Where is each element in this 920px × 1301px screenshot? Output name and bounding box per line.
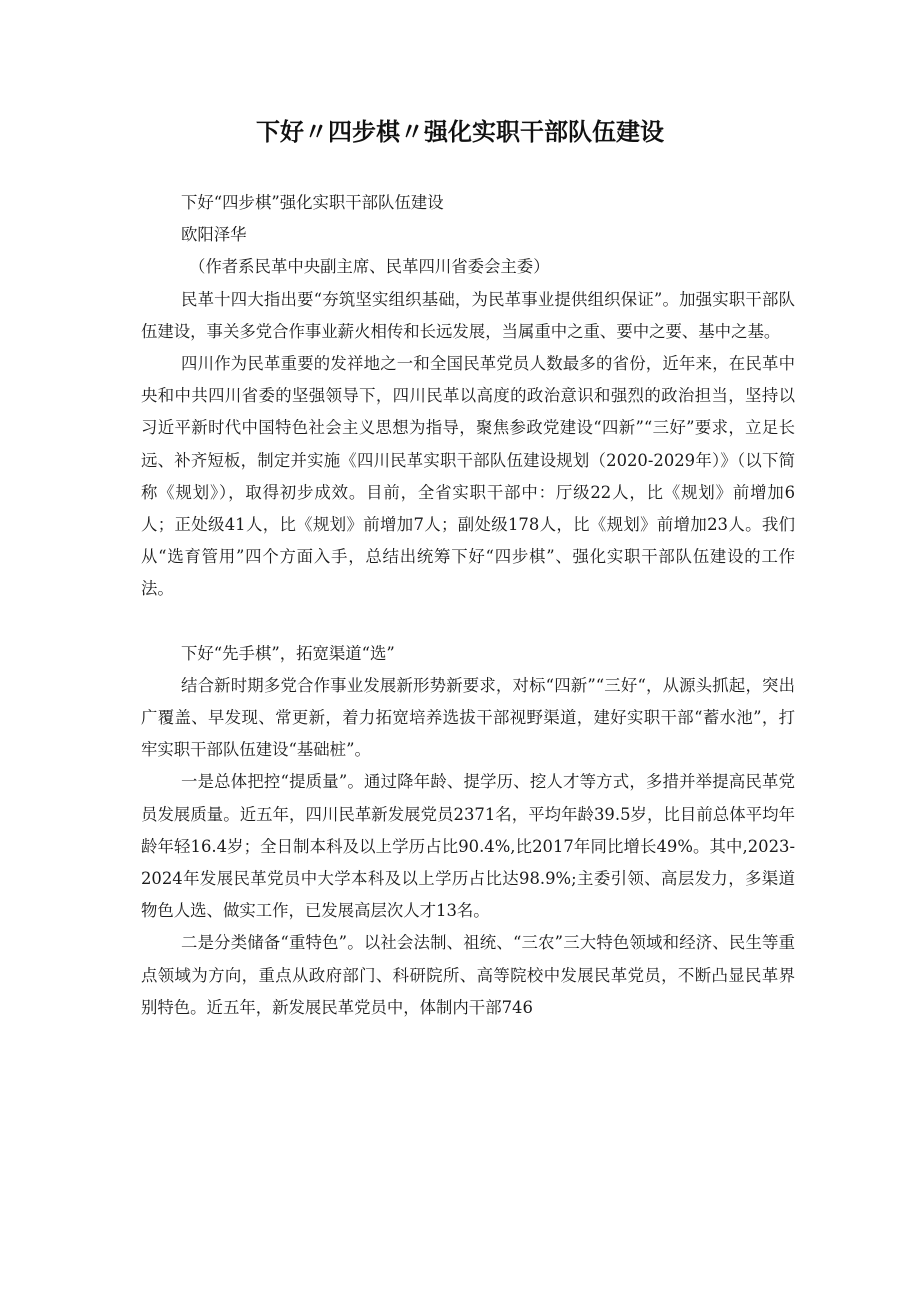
article-author: 欧阳泽华 — [181, 225, 247, 245]
section-paragraph: 二是分类储备“重特色”。以社会法制、祖统、“三农”三大特色领域和经济、民生等重点领域为方向，重点从政府部门、科研院所、高等院校中发展民革党员，不断凸显民革界别特色。近五年，新发展民革党员中，体制内干部746 — [141, 933, 795, 1017]
article-subtitle: 下好“四步棋”强化实职干部队伍建设 — [181, 193, 444, 212]
document-body — [141, 187, 795, 1024]
section-spacer — [141, 606, 795, 638]
author-note: （作者系民革中央副主席、民革四川省委会主委） — [189, 257, 550, 277]
section-heading: 下好“先手棋”，拓宽渠道“选” — [181, 643, 395, 663]
intro-paragraph: 四川作为民革重要的发祥地之一和全国民革党员人数最多的省份，近年来，在民革中央和中共四川省委的坚强领导下，四川民革以高度的政治意识和强烈的政治担当，坚持以习近平新时代中国特色社会主义思想为指导，聚焦参政党建设“四新”“三好”要求，立足长远、补齐短板，制定并实施《四川民革实职干部队伍建设规划（2020-2029年）》（以下简称《规划》），取得初步成效。目前，全省实职干部中：厅级22人，比《规划》前增加6人；正处级41人，比《规划》前增加7人；副处级178人，比《规划》前增加23人。我们从“选育管用”四个方面入手，总结出统筹下好“四步棋”、强化实职干部队伍建设的工作法。 — [141, 354, 795, 599]
document-title: 下好〃四步棋〃强化实职干部队伍建设 — [256, 118, 664, 146]
section-paragraph: 结合新时期多党合作事业发展新形势新要求，对标“四新”“三好“，从源头抓起，突出广覆盖、早发现、常更新，着力拓宽培养选拔干部视野渠道，建好实职干部“蓄水池”，打牢实职干部队伍建设“基础桩”。 — [141, 675, 795, 760]
section-paragraph: 一是总体把控“提质量”。通过降年龄、提学历、挖人才等方式，多措并举提高民革党员发展质量。近五年，四川民革新发展党员2371名，平均年龄39.5岁，比目前总体平均年龄年轻16.4岁；全日制本科及以上学历占比90.4%,比2017年同比增长49%。其中,2023-2024年发展民革党员中大学本科及以上学历占比达98.9%;主委引领、高层发力，多渠道物色人选、做实工作，已发展高层次人才13名。 — [141, 772, 795, 921]
intro-paragraph: 民革十四大指出要“夯筑坚实组织基础，为民革事业提供组织保证”。加强实职干部队伍建设，事关多党合作事业薪火相传和长远发展，当属重中之重、要中之要、基中之基。 — [141, 289, 795, 341]
